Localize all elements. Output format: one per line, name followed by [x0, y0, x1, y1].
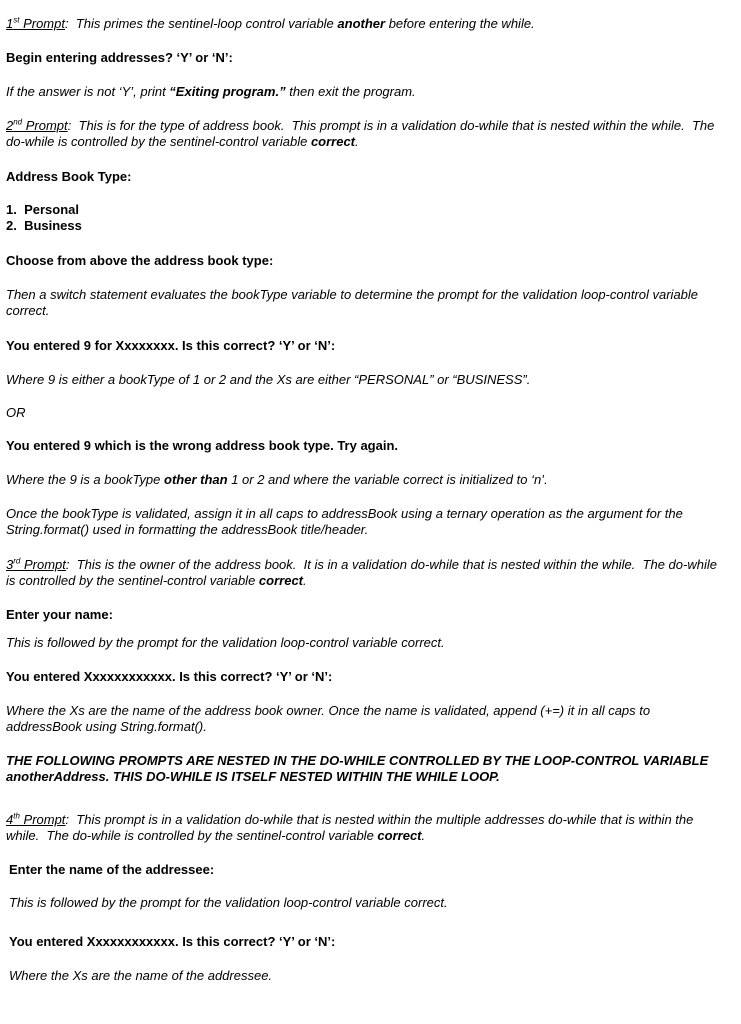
third-prompt-paragraph: [6, 557, 721, 589]
entered-name-prompt: You entered Xxxxxxxxxxxx. Is this correct? ‘Y’ or ‘N’:: [6, 669, 333, 684]
switch-note: Then a switch statement evaluates the bookType variable to determine the prompt for the validation loop-control variable correct.: [6, 287, 699, 318]
second-prompt-colon: :: [67, 118, 72, 133]
other-than-note-text: Where the 9 is a bookType: [6, 472, 165, 487]
enter-name-prompt: Enter your name:: [6, 607, 113, 622]
other-than-note-text-end: 1 or 2 and where the variable correct is initialized to ‘n’.: [227, 472, 548, 487]
first-prompt-colon: :: [64, 16, 69, 31]
first-prompt-label: 1: [6, 16, 14, 31]
owner-note: Where the Xs are the name of the address book owner. Once the name is validated, append (+=) it in all caps to addressBook using String.format().: [6, 703, 651, 734]
exit-note-text-end: then exit the program.: [285, 84, 416, 99]
second-prompt-variable: correct: [310, 134, 356, 149]
fourth-prompt-text: This prompt is in a validation do-while that is nested within the multiple addresses do-while that is within the while. The do-while is controlled by the sentinel-control variable: [6, 812, 697, 843]
fourth-prompt-colon: :: [65, 812, 70, 827]
third-prompt-colon: :: [65, 557, 70, 572]
first-prompt-label-sup: st: [13, 15, 20, 25]
third-prompt-label-sup: rd: [13, 556, 21, 566]
addressee-note: Where the Xs are the name of the addressee.: [9, 968, 273, 983]
option-personal: 1. Personal: [6, 202, 79, 217]
third-prompt-label-rest: Prompt: [20, 557, 66, 572]
first-prompt-label-rest: Prompt: [19, 16, 65, 31]
fourth-prompt-text-end: .: [421, 828, 426, 843]
second-prompt-text: This is for the type of address book. This prompt is in a validation do-while that is nested within the while. The do-while is controlled by the sentinel-control variable: [6, 118, 718, 149]
third-prompt-label: 3: [6, 557, 14, 572]
second-prompt-text-end: .: [355, 134, 359, 149]
nested-heading: THE FOLLOWING PROMPTS ARE NESTED IN THE DO-WHILE CONTROLLED BY THE LOOP-CONTROL VARIABLE anotherAddress. THIS DO-WHILE IS ITSELF NESTED WITHIN THE WHILE LOOP.: [6, 753, 709, 784]
exit-note-text: If the answer is not ‘Y’, print: [6, 84, 170, 99]
wrong-type-prompt: You entered 9 which is the wrong address book type. Try again.: [6, 438, 399, 453]
where-9-note: Where 9 is either a bookType of 1 or 2 and the Xs are either “PERSONAL” or “BUSINESS”.: [6, 372, 531, 387]
other-than-emphasis: other than: [164, 472, 228, 487]
entered-type-prompt: You entered 9 for Xxxxxxxx. Is this correct? ‘Y’ or ‘N’:: [6, 338, 336, 353]
choose-prompt: Choose from above the address book type:: [6, 253, 274, 268]
option-business: 2. Business: [6, 218, 82, 233]
exit-note-message: “Exiting program.”: [169, 84, 286, 99]
first-prompt-text: This primes the sentinel-loop control variable: [68, 16, 338, 31]
second-prompt-label-rest: Prompt: [22, 118, 68, 133]
other-than-note: [6, 472, 721, 488]
fourth-prompt-label-rest: Prompt: [19, 812, 66, 827]
followed-note-addressee: This is followed by the prompt for the validation loop-control variable correct.: [9, 895, 448, 910]
or-separator: OR: [6, 405, 26, 420]
second-prompt-paragraph: [6, 118, 721, 150]
validated-note: Once the bookType is validated, assign it in all caps to addressBook using a ternary operation as the argument for the String.format() used in formatting the addressBook title/header.: [6, 506, 683, 537]
begin-prompt: Begin entering addresses? ‘Y’ or ‘N’:: [6, 50, 233, 65]
third-prompt-variable: correct: [258, 573, 303, 588]
first-prompt-variable: another: [337, 16, 386, 31]
third-prompt-text-end: .: [303, 573, 307, 588]
followed-note-owner: This is followed by the prompt for the validation loop-control variable correct.: [6, 635, 445, 650]
addressee-prompt: Enter the name of the addressee:: [9, 862, 215, 877]
exit-note: [6, 84, 721, 100]
entered-addressee-prompt: You entered Xxxxxxxxxxxx. Is this correct? ‘Y’ or ‘N’:: [9, 934, 336, 949]
address-book-type-heading: Address Book Type:: [6, 169, 132, 184]
address-book-options: [6, 202, 82, 234]
fourth-prompt-paragraph: [6, 812, 721, 844]
fourth-prompt-label: 4: [6, 812, 14, 827]
fourth-prompt-variable: correct: [377, 828, 422, 843]
second-prompt-label: 2: [6, 118, 14, 133]
second-prompt-label-sup: nd: [13, 117, 23, 127]
fourth-prompt-label-sup: th: [13, 811, 20, 821]
first-prompt-paragraph: [6, 16, 721, 32]
third-prompt-text: This is the owner of the address book. It is in a validation do-while that is nested within the while. The do-while is controlled by the sentinel-control variable: [6, 557, 721, 588]
first-prompt-text-end: before entering the while.: [385, 16, 535, 31]
